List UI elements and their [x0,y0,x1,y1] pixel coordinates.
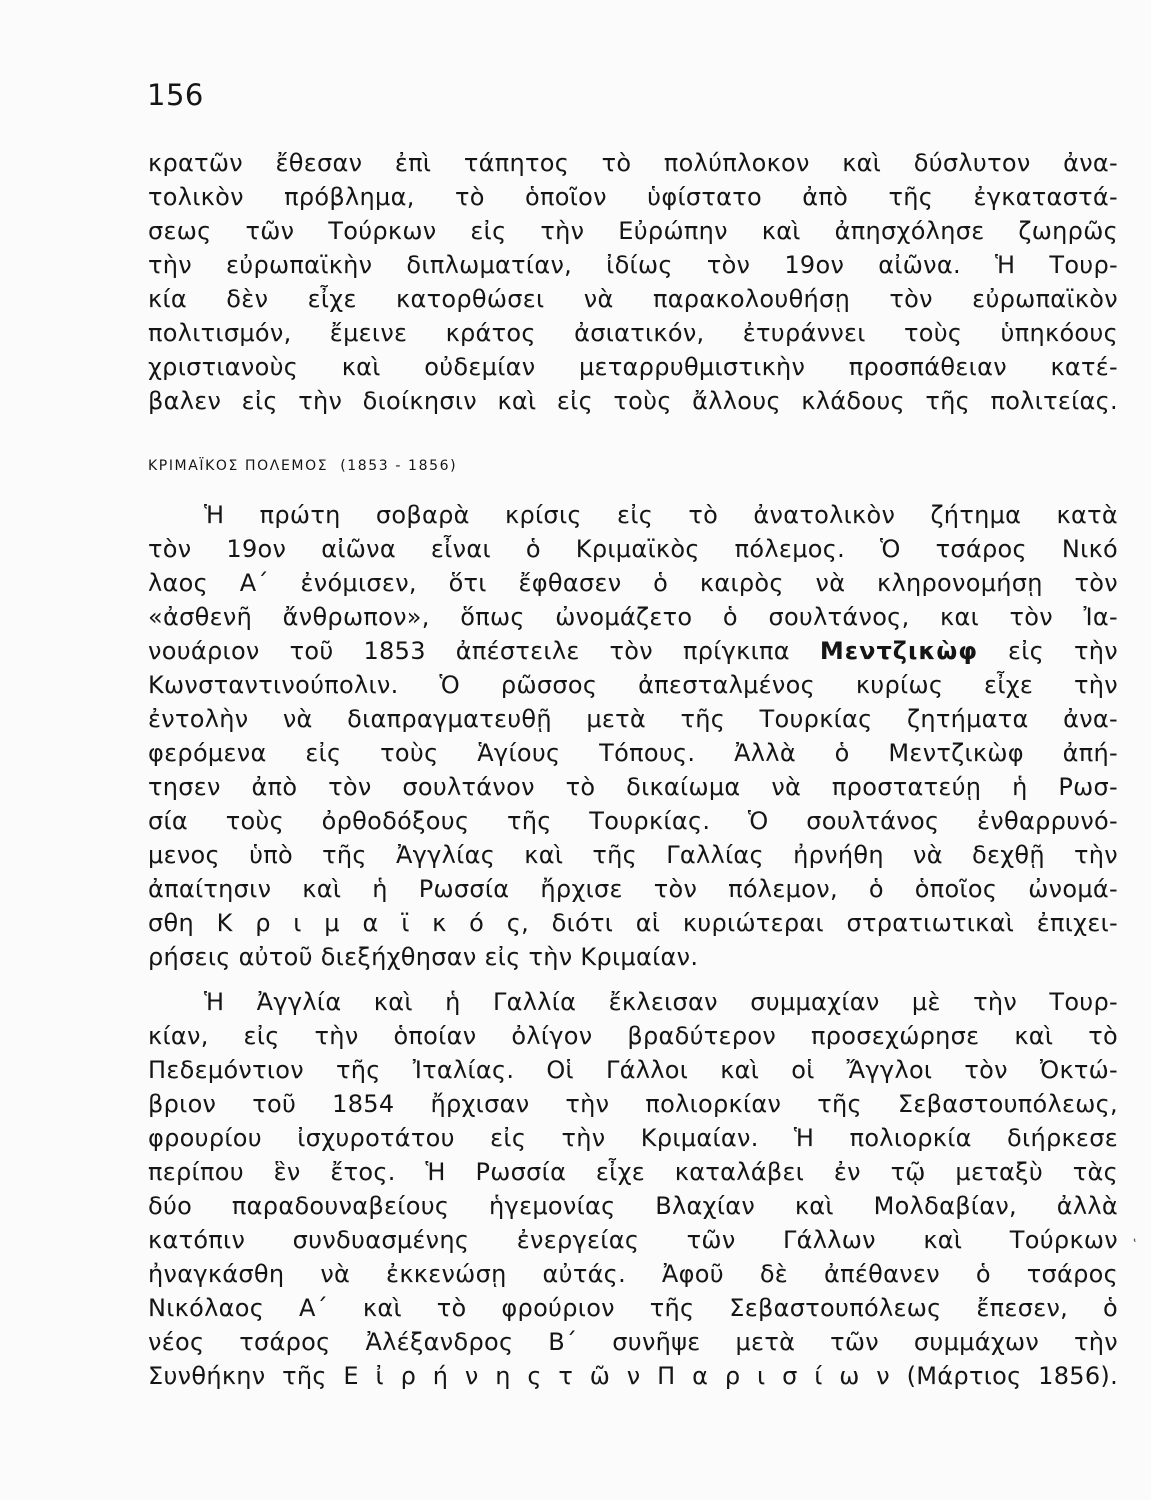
text-line: κρατῶν ἔθεσαν ἐπὶ τάπητος τὸ πολύπλοκον καὶ δύσλυτον ἀνα- [148,149,1118,177]
text-line: ἐντολὴν νὰ διαπραγματευθῇ μετὰ τῆς Τουρκίας ζητήματα ἀνα- [148,705,1118,733]
section-heading [148,458,457,474]
alliance-paragraph [148,985,1118,1393]
text-line: δύο παραδουναβείους ἡγεμονίας Βλαχίαν καὶ Μολδαβίαν, ἀλλὰ [148,1192,1118,1220]
text-line: φερόμενα εἰς τοὺς Ἁγίους Τόπους. Ἀλλὰ ὁ Μεντζικὼφ ἀπή- [148,739,1118,767]
section-heading-years: (1853 - 1856) [340,458,458,474]
text-line: τὸν 19ον αἰῶνα εἶναι ὁ Κριμαϊκὸς πόλεμος. Ὁ τσάρος Νικό [148,535,1118,563]
text-line: τὴν εὐρωπαϊκὴν διπλωματίαν, ἰδίως τὸν 19ον αἰῶνα. Ἡ Τουρ- [148,251,1118,279]
text-line: Πεδεμόντιον τῆς Ἰταλίας. Οἱ Γάλλοι καὶ οἱ Ἄγγλοι τὸν Ὀκτώ- [148,1056,1118,1084]
text-line: Συνθήκην τῆς Ε ἰ ρ ή ν η ς τ ῶ ν Π α ρ ι σ ί ω ν (Μάρτιος 1856). [148,1362,1118,1390]
text-line: Ἡ πρώτη σοβαρὰ κρίσις εἰς τὸ ἀνατολικὸν ζήτημα κατὰ [204,501,1118,529]
text-line: κίαν, εἰς τὴν ὁποίαν ὀλίγον βραδύτερον προσεχώρησε καὶ τὸ [148,1022,1118,1050]
emphasized-name: Μεντζικὼφ [819,637,978,665]
text-line: σεως τῶν Τούρκων εἰς τὴν Εὐρώπην καὶ ἀπησχόλησε ζωηρῶς [148,217,1118,245]
text-line: Κωνσταντινούπολιν. Ὁ ρῶσσος ἀπεσταλμένος κυρίως εἶχε τὴν [148,671,1118,699]
text-line: μενος ὑπὸ τῆς Ἀγγλίας καὶ τῆς Γαλλίας ἠρνήθη νὰ δεχθῇ τὴν [148,841,1118,869]
text-line-with-name [148,634,1118,668]
text-line: πολιτισμόν, ἔμεινε κράτος ἀσιατικόν, ἐτυράννει τοὺς ὑπηκόους [148,319,1118,347]
text-line: τολικὸν πρόβλημα, τὸ ὁποῖον ὑφίστατο ἀπὸ τῆς ἐγκαταστά- [148,183,1118,211]
text-line: βαλεν εἰς τὴν διοίκησιν καὶ εἰς τοὺς ἄλλους κλάδους τῆς πολιτείας. [148,387,1118,415]
text-line: Νικόλαος Α΄ καὶ τὸ φρούριον τῆς Σεβαστουπόλεως ἔπεσεν, ὁ [148,1294,1118,1322]
text-line: κατόπιν συνδυασμένης ἐνεργείας τῶν Γάλλων καὶ Τούρκων [148,1226,1118,1254]
text-line: νέος τσάρος Ἀλέξανδρος Β΄ συνῆψε μετὰ τῶν συμμάχων τὴν [148,1328,1118,1356]
text-line: ἀπαίτησιν καὶ ἡ Ρωσσία ἤρχισε τὸν πόλεμον, ὁ ὁποῖος ὠνομά- [148,875,1118,903]
text-line: περίπου ἓν ἔτος. Ἡ Ρωσσία εἶχε καταλάβει ἐν τῷ μεταξὺ τὰς [148,1158,1118,1186]
text-line: σία τοὺς ὀρθοδόξους τῆς Τουρκίας. Ὁ σουλτάνος ἐνθαρρυνό- [148,807,1118,835]
text-line: φρουρίου ἰσχυροτάτου εἰς τὴν Κριμαίαν. Ἡ πολιορκία διήρκεσε [148,1124,1118,1152]
section-heading-title: ΚΡΙΜΑΪΚΟΣ ΠΟΛΕΜΟΣ [148,458,329,474]
text-line: σθη Κ ρ ι μ α ϊ κ ό ς, διότι αἱ κυριώτεραι στρατιωτικαὶ ἐπιχει- [148,909,1118,937]
text-line: Ἡ Ἀγγλία καὶ ἡ Γαλλία ἔκλεισαν συμμαχίαν μὲ τὴν Τουρ- [204,988,1118,1016]
line-segment: νουάριον τοῦ 1853 ἀπέστειλε τὸν πρίγκιπα [148,637,790,665]
text-line: κία δὲν εἶχε κατορθώσει νὰ παρακολουθήσῃ τὸν εὐρωπαϊκὸν [148,285,1118,313]
text-line: λαος Α΄ ἐνόμισεν, ὅτι ἔφθασεν ὁ καιρὸς νὰ κληρονομήσῃ τὸν [148,569,1118,597]
text-line: ρήσεις αὐτοῦ διεξήχθησαν εἰς τὴν Κριμαίαν. [148,943,699,971]
page-number: 156 [147,78,204,112]
line-segment: εἰς τὴν [1007,637,1118,665]
text-line: «ἀσθενῆ ἄνθρωπον», ὅπως ὠνομάζετο ὁ σουλτάνος, και τὸν Ἰα- [148,603,1118,631]
text-line: τησεν ἀπὸ τὸν σουλτάνον τὸ δικαίωμα νὰ προστατεύῃ ἡ Ρωσ- [148,773,1118,801]
intro-paragraph [148,146,1118,418]
text-line: ἠναγκάσθη νὰ ἐκκενώσῃ αὐτάς. Ἀφοῦ δὲ ἀπέθανεν ὁ τσάρος [148,1260,1118,1288]
text-line: βριον τοῦ 1854 ἤρχισαν τὴν πολιορκίαν τῆς Σεβαστουπόλεως, [148,1090,1118,1118]
crimean-war-paragraph [148,498,1118,974]
text-line: χριστιανοὺς καὶ οὐδεμίαν μεταρρυθμιστικὴν προσπάθειαν κατέ- [148,353,1118,381]
margin-mark: ͺ [1130,1222,1139,1243]
